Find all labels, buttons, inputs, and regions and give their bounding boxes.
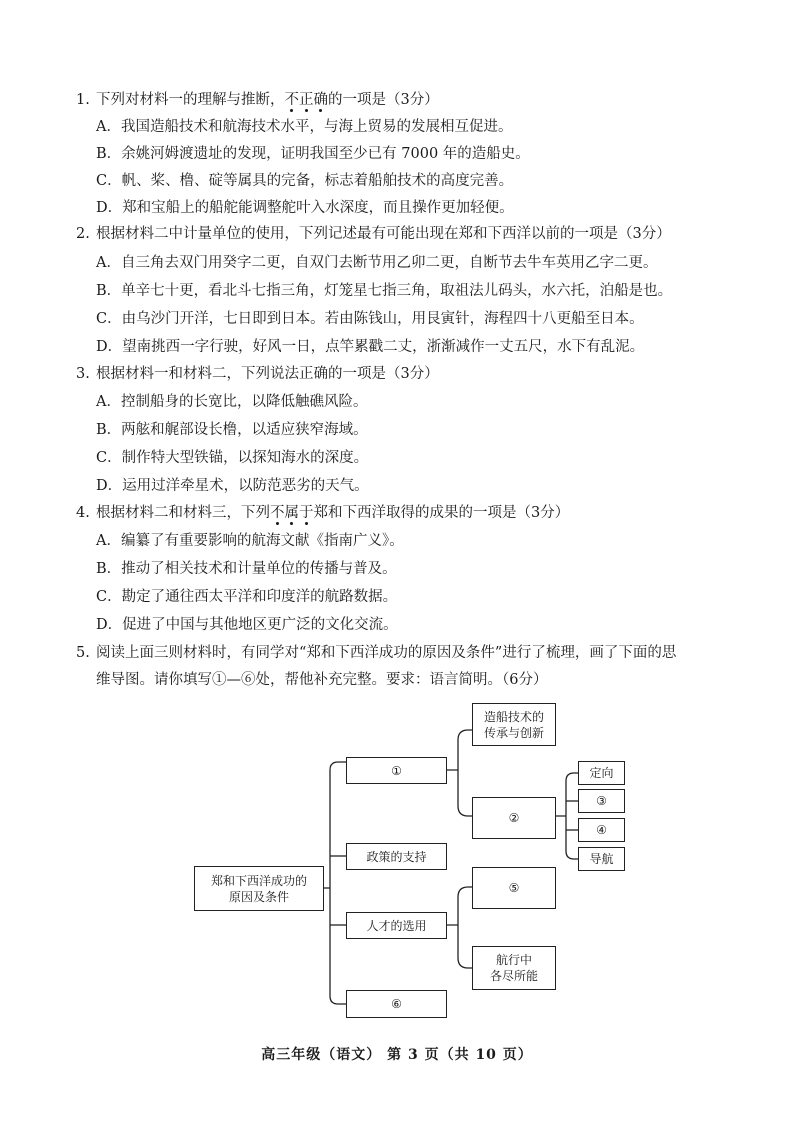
question-3-stem: 3. 根据材料一和材料二，下列说法正确的一项是（3分） bbox=[76, 366, 439, 382]
question-1-option-a: A．我国造船技术和航海技术水平，与海上贸易的发展相互促进。 bbox=[96, 119, 513, 135]
mindmap-branch-1: ① bbox=[346, 757, 447, 784]
mindmap-shipbuilding-box: 造船技术的 传承与创新 bbox=[472, 703, 556, 746]
question-1-option-c: C．帆、桨、橹、碇等属具的完备，标志着船舶技术的高度完善。 bbox=[96, 173, 514, 189]
question-3-option-d: D．运用过洋牵星术，以防范恶劣的天气。 bbox=[96, 478, 369, 494]
mindmap-box-2: ② bbox=[472, 797, 556, 839]
mindmap-branch-2: 政策的支持 bbox=[346, 843, 447, 870]
question-5-stem: 5. 阅读上面三则材料时，有同学对“郑和下西洋成功的原因及条件”进行了梳理，画了下面的思 bbox=[76, 645, 677, 661]
question-4-option-a: A．编纂了有重要影响的航海文献《指南广义》。 bbox=[96, 533, 404, 549]
mindmap-box-5: ⑤ bbox=[472, 867, 556, 909]
question-4-option-c: C．勘定了通往西太平洋和印度洋的航路数据。 bbox=[96, 589, 398, 605]
mindmap-leaf-3: ③ bbox=[578, 789, 625, 813]
question-3-option-c: C．制作特大型铁锚，以探知海水的深度。 bbox=[96, 450, 369, 466]
page-footer: 高三年级（语文） 第 3 页（共 10 页） bbox=[261, 1047, 533, 1063]
connector-b3-trunk bbox=[447, 887, 472, 968]
question-4-stem: 4. 根据材料二和材料三，下列不属于郑和下西洋取得的成果的一项是（3分） bbox=[76, 505, 570, 521]
question-2-option-b: B．单辛七十更，看北斗七指三角，灯笼星七指三角，取祖法儿码头，水六托，泊船是也。 bbox=[96, 283, 673, 299]
connector-b1-trunk bbox=[447, 730, 472, 816]
mindmap-branch-6: ⑥ bbox=[346, 990, 447, 1018]
question-4-option-d: D．促进了中国与其他地区更广泛的文化交流。 bbox=[96, 617, 398, 633]
question-1-option-d: D．郑和宝船上的船舵能调整舵叶入水深度，而且操作更加轻便。 bbox=[96, 200, 514, 216]
connector-b1c2-trunk bbox=[556, 773, 578, 859]
question-3-option-b: B．两舷和艉部设长橹，以适应狭窄海域。 bbox=[96, 422, 368, 438]
connector-trunk bbox=[330, 762, 346, 1004]
question-1-stem: 1. 下列对材料一的理解与推断，不正确的一项是（3分） bbox=[76, 92, 439, 108]
mindmap-branch-3: 人才的选用 bbox=[346, 912, 447, 939]
question-2-option-d: D．望南挑西一字行驶，好风一日，点竿累戳二丈，浙渐减作一丈五尺，水下有乱泥。 bbox=[96, 339, 645, 355]
question-3-option-a: A．控制船身的长宽比，以降低触礁风险。 bbox=[96, 394, 368, 410]
mindmap-leaf-direction: 定向 bbox=[578, 761, 625, 785]
question-4-option-b: B．推动了相关技术和计量单位的传播与普及。 bbox=[96, 561, 397, 577]
mindmap-root: 郑和下西洋成功的 原因及条件 bbox=[194, 866, 324, 911]
mindmap-leaf-navigation: 导航 bbox=[578, 847, 625, 871]
mindmap-sailing-box: 航行中 各尽所能 bbox=[472, 946, 556, 990]
mindmap-leaf-4: ④ bbox=[578, 818, 625, 842]
question-2-stem: 2. 根据材料二中计量单位的使用，下列记述最有可能出现在郑和下西洋以前的一项是（3分） bbox=[76, 226, 671, 242]
question-5-stem-line2: 维导图。请你填写①—⑥处，帮他补充完整。要求：语言简明。（6分） bbox=[96, 672, 548, 688]
question-2-option-c: C．由乌沙门开洋，七日即到日本。若由陈钱山，用艮寅针，海程四十八更船至日本。 bbox=[96, 311, 644, 327]
question-1-option-b: B．余姚河姆渡遗址的发现，证明我国至少已有 7000 年的造船史。 bbox=[96, 146, 530, 162]
question-2-option-a: A．自三角去双门用癸字二更，自双门去断节用乙卯二更，自断节去牛车英用乙字二更。 bbox=[96, 255, 658, 271]
